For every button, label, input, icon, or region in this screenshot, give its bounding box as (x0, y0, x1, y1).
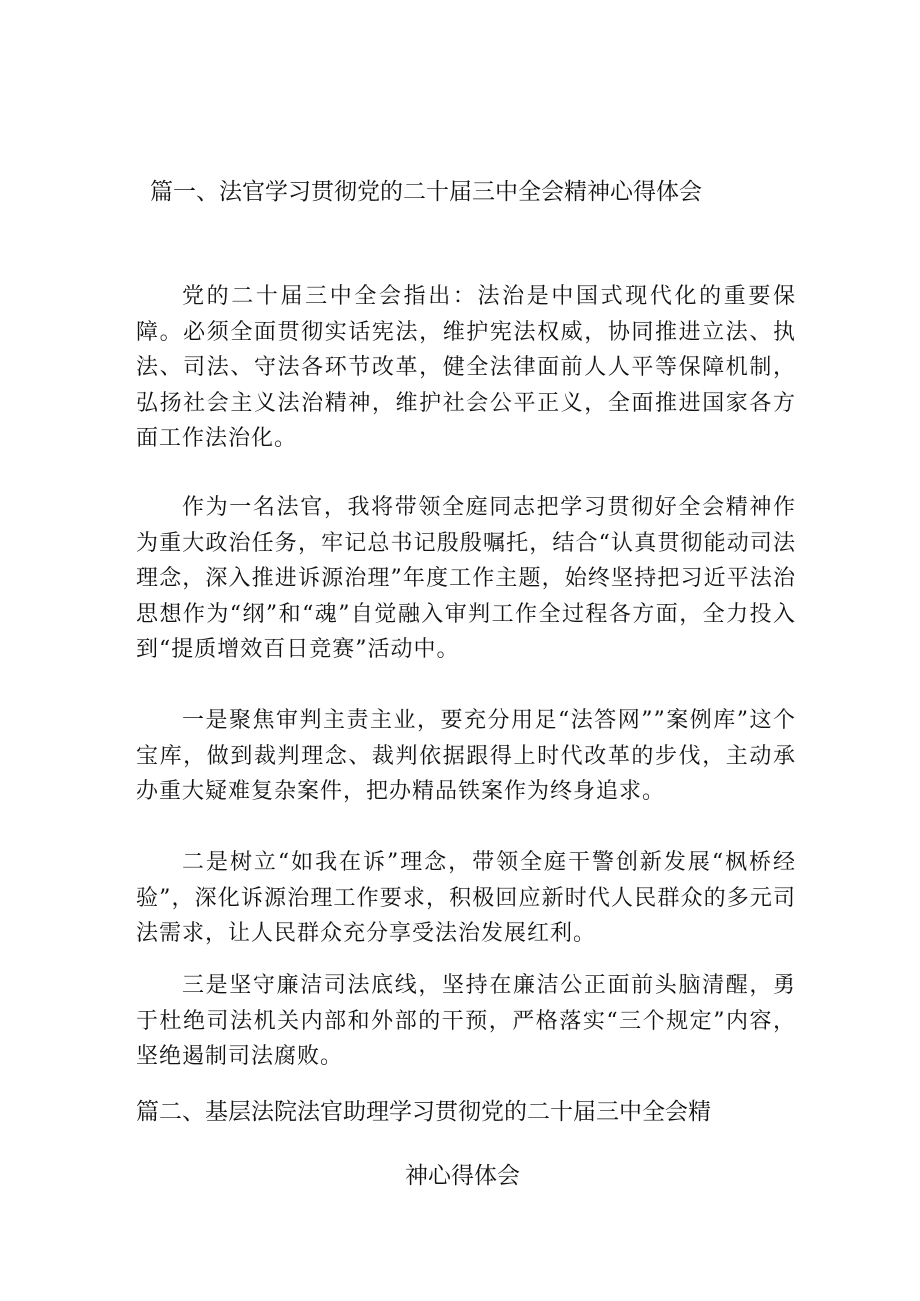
section-title-1: 篇一、法官学习贯彻党的二十届三中全会精神心得体会 (150, 179, 702, 205)
section-title-2-line-1: 篇二、基层法院法官助理学习贯彻党的二十届三中全会精 (136, 1099, 711, 1125)
body-paragraph-2 (136, 490, 796, 668)
body-paragraph-4 (136, 845, 796, 952)
paragraph-text: 党的二十届三中全会指出：法治是中国式现代化的重要保障。必须全面贯彻实话宪法，维护宪法权威，协同推进立法、执法、司法、守法各环节改革，健全法律面前人人平等保障机制，弘扬社会主义法治精神，维护社会公平正义，全面推进国家各方面工作法治化。 (136, 284, 796, 451)
body-paragraph-5 (136, 968, 796, 1075)
paragraph-text: 三是坚守廉洁司法底线，坚持在廉洁公正面前头脑清醒，勇于杜绝司法机关内部和外部的干预，严格落实“三个规定”内容，坚绝遏制司法腐败。 (136, 973, 796, 1069)
body-paragraph-3 (136, 703, 796, 810)
paragraph-text: 二是树立“如我在诉”理念，带领全庭干警创新发展“枫桥经验”，深化诉源治理工作要求，积极回应新时代人民群众的多元司法需求，让人民群众充分享受法治发展红利。 (136, 850, 796, 946)
paragraph-text: 作为一名法官，我将带领全庭同志把学习贯彻好全会精神作为重大政治任务，牢记总书记殷殷嘱托，结合“认真贯彻能动司法理念，深入推进诉源治理”年度工作主题，始终坚持把习近平法治思想作为“纲”和“魂”自觉融入审判工作全过程各方面，全力投入到“提质增效百日竞赛”活动中。 (136, 495, 796, 662)
section-title-2-line-2: 神心得体会 (405, 1163, 520, 1189)
paragraph-text: 一是聚焦审判主责主业，要充分用足“法答网””案例库”这个宝库，做到裁判理念、裁判依据跟得上时代改革的步伐，主动承办重大疑难复杂案件，把办精品铁案作为终身追求。 (136, 708, 796, 804)
body-paragraph-1 (136, 279, 796, 457)
